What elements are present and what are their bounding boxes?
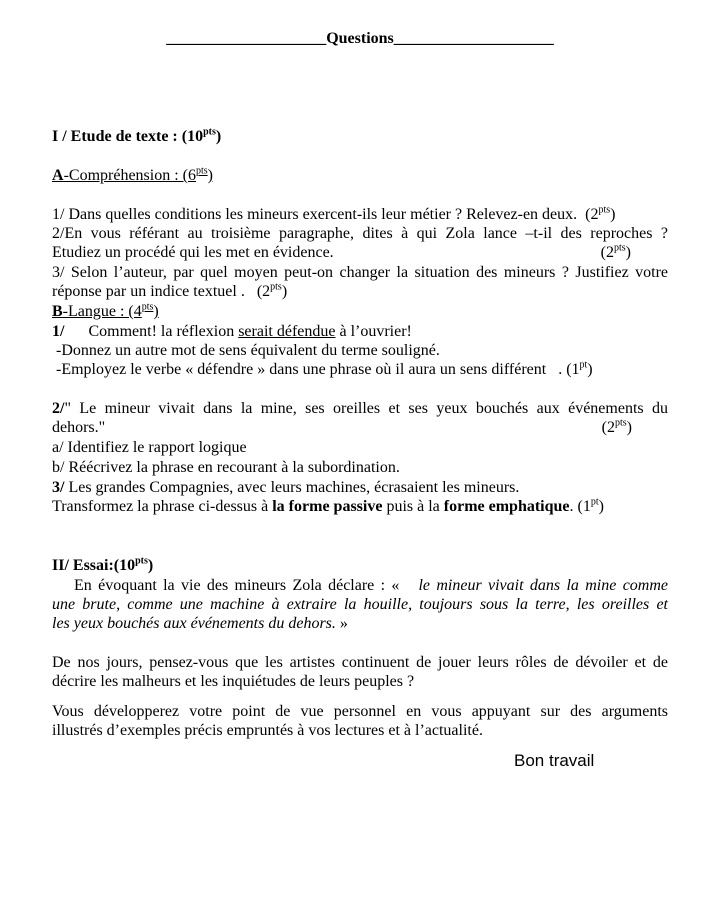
section-1-heading-sup: pts — [203, 126, 216, 138]
essay-instruction-line1: Vous développerez votre point de vue personnel en vous appuyant sur des arguments — [52, 703, 668, 720]
question-a1-points-sup: pts — [598, 204, 611, 216]
question-b3-instruction — [52, 497, 604, 516]
header-right-rule: ____________________ — [393, 30, 554, 47]
section-2-heading-close: ) — [147, 557, 154, 574]
essay-question-line1: De nos jours, pensez-vous que les artistes continuent de jouer leurs rôles de dévoiler et de — [52, 654, 668, 671]
question-a2 — [52, 224, 668, 262]
essay-quote-line3: les yeux bouchés aux événements du dehors. — [52, 615, 336, 632]
essay-quote-l1: le mineur vivait dans la mine comme — [418, 577, 669, 594]
question-b2 — [52, 399, 668, 437]
question-b1-sub2 — [56, 360, 593, 379]
section-1-heading — [52, 127, 221, 146]
essay-quote-line1 — [52, 576, 668, 595]
question-a2-points: (2 — [600, 244, 614, 261]
subsection-a-heading — [52, 166, 213, 185]
question-a2-line1: 2/En vous référant au troisième paragraphe, dites à qui Zola lance –t-il des reproches ? — [52, 225, 668, 242]
question-b3-passive: la forme passive — [272, 498, 383, 515]
section-2-heading-sup: pts — [135, 555, 148, 567]
question-b1-points-close: ) — [587, 361, 593, 378]
question-b3-number: 3/ — [52, 479, 65, 496]
question-b3-points: . (1 — [569, 498, 591, 515]
question-a3-line2: réponse par un indice textuel . — [52, 283, 245, 300]
subsection-b-sup: pts — [141, 301, 154, 313]
question-b3-sentence — [52, 478, 519, 497]
question-b2-line1-text: " Le mineur vivait dans la mine, ses oreilles et ses yeux bouchés aux événements du — [64, 400, 668, 417]
question-b1-sub2-text: -Employez le verbe « défendre » dans une phrase où il aura un sens différent — [56, 361, 547, 378]
question-b1-number: 1/ — [52, 323, 65, 340]
question-b1-points-sup: pt — [579, 359, 588, 371]
page-header — [0, 29, 720, 48]
question-b2-line2: dehors." — [52, 419, 106, 436]
page-title: Questions — [326, 30, 394, 47]
question-b2-points-sup: pts — [615, 417, 627, 429]
question-a2-points-close: ) — [625, 244, 631, 261]
subsection-b-letter: B — [52, 303, 63, 320]
question-b3-points-close: ) — [598, 498, 604, 515]
question-b3-sentence-text: Les grandes Compagnies, avec leurs machines, écrasaient les mineurs. — [64, 479, 520, 496]
question-b2-line1 — [52, 399, 668, 418]
essay-intro: En évoquant la vie des mineurs Zola déclare : « — [74, 577, 400, 594]
question-b2-b: b/ Réécrivez la phrase en recourant à la subordination. — [52, 459, 400, 476]
question-a3-line1: 3/ Selon l’auteur, par quel moyen peut-on changer la situation des mineurs ? Justifiez votre — [52, 264, 668, 281]
essay-quote-line2: une brute, comme une machine à extraire la houille, toujours sous la terre, les oreilles et — [52, 596, 668, 613]
section-2-heading — [52, 556, 153, 575]
question-b1-sub1: -Donnez un autre mot de sens équivalent du terme souligné. — [56, 342, 440, 359]
essay-instruction-line2: illustrés d’exemples précis empruntés à vos lectures et à l’actualité. — [52, 722, 483, 739]
header-left-rule: ____________________ — [166, 30, 327, 47]
question-b1-underlined-term: serait défendue — [238, 323, 336, 340]
question-a3-points: (2 — [256, 283, 271, 300]
subsection-a-letter: A — [52, 167, 64, 184]
question-b3-emphatic: forme emphatique — [443, 498, 570, 515]
subsection-a-title: -Compréhension : (6 — [63, 167, 196, 184]
question-b1-points: . (1 — [558, 361, 580, 378]
question-a3-points-close: ) — [281, 283, 288, 300]
essay-quote-paragraph — [52, 576, 668, 633]
subsection-b-title: -Langue : (4 — [62, 303, 142, 320]
subsection-b-close: ) — [153, 303, 159, 320]
question-a2-line2: Etudiez un procédé qui les met en évidence. — [52, 244, 334, 261]
question-b2-points-close: ) — [626, 419, 632, 436]
subsection-a-sup: pts — [195, 165, 208, 177]
question-b1-sentence-pre: Comment! la réflexion — [88, 323, 239, 340]
essay-instruction — [52, 702, 668, 740]
question-a3 — [52, 263, 668, 301]
essay-quote-close: » — [335, 615, 348, 632]
question-a1 — [52, 205, 668, 224]
question-b2-points: (2 — [601, 419, 615, 436]
section-1-heading-text: I / Etude de texte : (10 — [52, 128, 204, 145]
question-b3-instr-pre: Transformez la phrase ci-dessus à — [52, 498, 273, 515]
question-a1-points-close: ) — [610, 206, 616, 223]
question-b3-instr-mid: puis à la — [382, 498, 444, 515]
section-1-heading-close: ) — [215, 128, 222, 145]
question-a2-points-sup: pts — [614, 242, 626, 254]
essay-question — [52, 653, 668, 691]
closing-text: Bon travail — [514, 751, 595, 770]
question-b2-number: 2/ — [52, 400, 65, 417]
essay-question-line2: décrire les malheurs et les inquiétudes de leurs peuples ? — [52, 673, 415, 690]
question-a3-points-sup: pts — [270, 281, 282, 293]
question-a1-points: (2 — [585, 206, 599, 223]
question-b1-sentence — [52, 322, 412, 341]
subsection-b-heading — [52, 302, 159, 321]
question-b1-sentence-post: à l’ouvrier! — [335, 323, 412, 340]
section-2-heading-text: II/ Essai:(10 — [52, 557, 136, 574]
question-b3-points-sup: pt — [590, 496, 599, 508]
subsection-a-close: ) — [207, 167, 213, 184]
question-b2-a: a/ Identifiez le rapport logique — [52, 439, 247, 456]
question-a1-text: 1/ Dans quelles conditions les mineurs exercent-ils leur métier ? Relevez-en deux. — [52, 206, 578, 223]
